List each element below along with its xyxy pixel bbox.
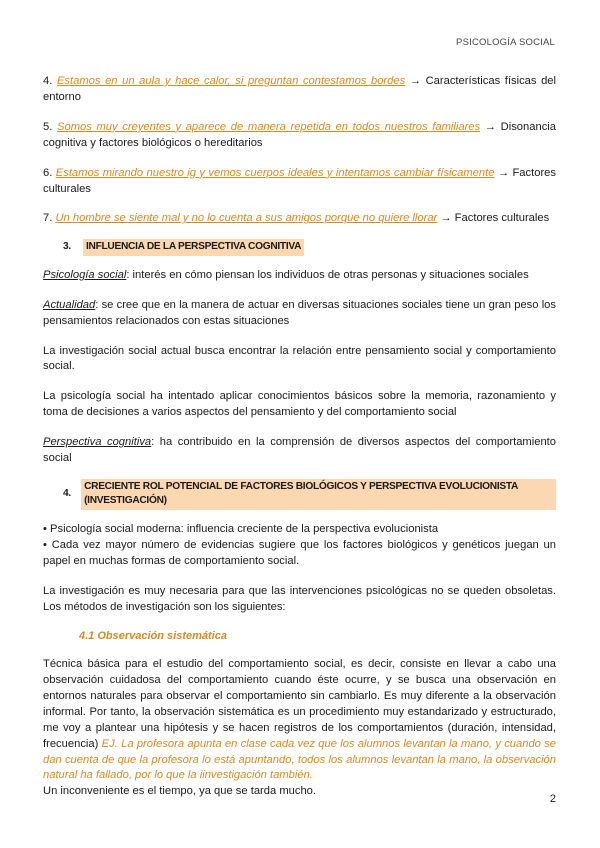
paragraph: Técnica básica para el estudio del comportamiento social, es decir, consiste en llevar a cabo una observación cuidadosa del comportamiento cuando éste ocurre, y se busca una observación en entornos naturales para observar el comportamiento sin cambiarlo. Es muy diferente a la observación informal. Por tanto, la observación sistemática es un procedimiento muy estandarizado y estructurado, me voy a plantear una hipótesis y se hacen registros de los comportamientos (duración, intensidad, frecuencia) EJ. La profesora apunta en clase cada vez que los alumnos levantan la mano, y cuando se dan cuenta de que la profesora lo está apuntando, todos los alumnos levantan la mano, la observación natural ha fallado, por lo que la iinvestigación también. — [43, 658, 557, 782]
subsection-4-1-heading: 4.1 Observación sistemática — [79, 630, 227, 643]
list-item-4: 4. Estamos en un aula y hace calor, si preguntan contestamos bordes → Características físicas del entorno — [43, 75, 557, 103]
example-text: Un hombre se siente mal y no lo cuenta a sus amigos porque no quiere llorar — [55, 212, 438, 225]
example-text: Estamos en un aula y hace calor, si preguntan contestamos bordes — [56, 75, 406, 87]
definition-actualidad: Actualidad: se cree que en la manera de actuar en diversas situaciones sociales tiene un gran peso los pensamientos relacionados con estas situaciones — [43, 298, 556, 327]
example-text: EJ. La profesora apunta en clase cada vez que los alumnos levantan la mano, y cuando se dan cuenta de que la profesora lo está apuntando, todos los alumnos levantan la mano, la observación natural ha fallado, por lo que la iinvestigación también. — [43, 737, 557, 782]
section-3-heading: 3. INFLUENCIA DE LA PERSPECTIVA COGNITIVA — [43, 239, 556, 255]
paragraph: La psicología social ha intentado aplicar conocimientos básicos sobre la memoria, razonamiento y toma de decisiones a varios aspectos del pensamiento y del comportamiento social — [43, 390, 556, 419]
running-header: PSICOLOGÍA SOCIAL — [456, 37, 555, 48]
page-number: 2 — [549, 793, 556, 806]
list-item-5: 5. Somos muy creyentes y aparece de manera repetida en todos nuestros familiares → Disonancia cognitiva y factores biológicos o hereditarios — [43, 120, 556, 149]
list-item-6: 6. Estamos mirando nuestro ig y vemos cuerpos ideales y intentamos cambiar físicamente → Factores culturales — [43, 166, 556, 195]
example-text: Estamos mirando nuestro ig y vemos cuerpos ideales y intentamos cambiar físicamente — [55, 166, 495, 179]
page-content — [43, 74, 556, 800]
bullet-item: • Psicología social moderna: influencia creciente de la perspectiva evolucionista — [43, 522, 439, 535]
section-4-heading: 4. CRECIENTE ROL POTENCIAL DE FACTORES BIOLÓGICOS Y PERSPECTIVA EVOLUCIONISTA (INVESTIGACIÓN) — [43, 479, 556, 510]
paragraph: La investigación social actual busca encontrar la relación entre pensamiento social y comportamiento social. — [43, 344, 556, 373]
example-text: Somos muy creyentes y aparece de manera repetida en todos nuestros familiares — [57, 120, 481, 133]
definition-psicologia-social: Psicología social: interés en cómo piensan los individuos de otras personas y situaciones sociales — [43, 268, 529, 281]
paragraph: Un inconveniente es el tiempo, ya que se tarda mucho. — [43, 785, 317, 798]
definition-perspectiva-cognitiva: Perspectiva cognitiva: ha contribuido en la comprensión de diversos aspectos del comportamiento social — [43, 436, 556, 465]
bullet-item: • Cada vez mayor número de evidencias sugiere que los factores biológicos y genéticos juegan un papel en muchas formas de comportamiento social. — [43, 538, 556, 567]
list-item-7: 7. Un hombre se siente mal y no lo cuenta a sus amigos porque no quiere llorar → Factores culturales — [43, 212, 550, 225]
paragraph: La investigación es muy necesaria para que las intervenciones psicológicas no se queden obsoletas. Los métodos de investigación son los siguientes: — [43, 584, 556, 613]
